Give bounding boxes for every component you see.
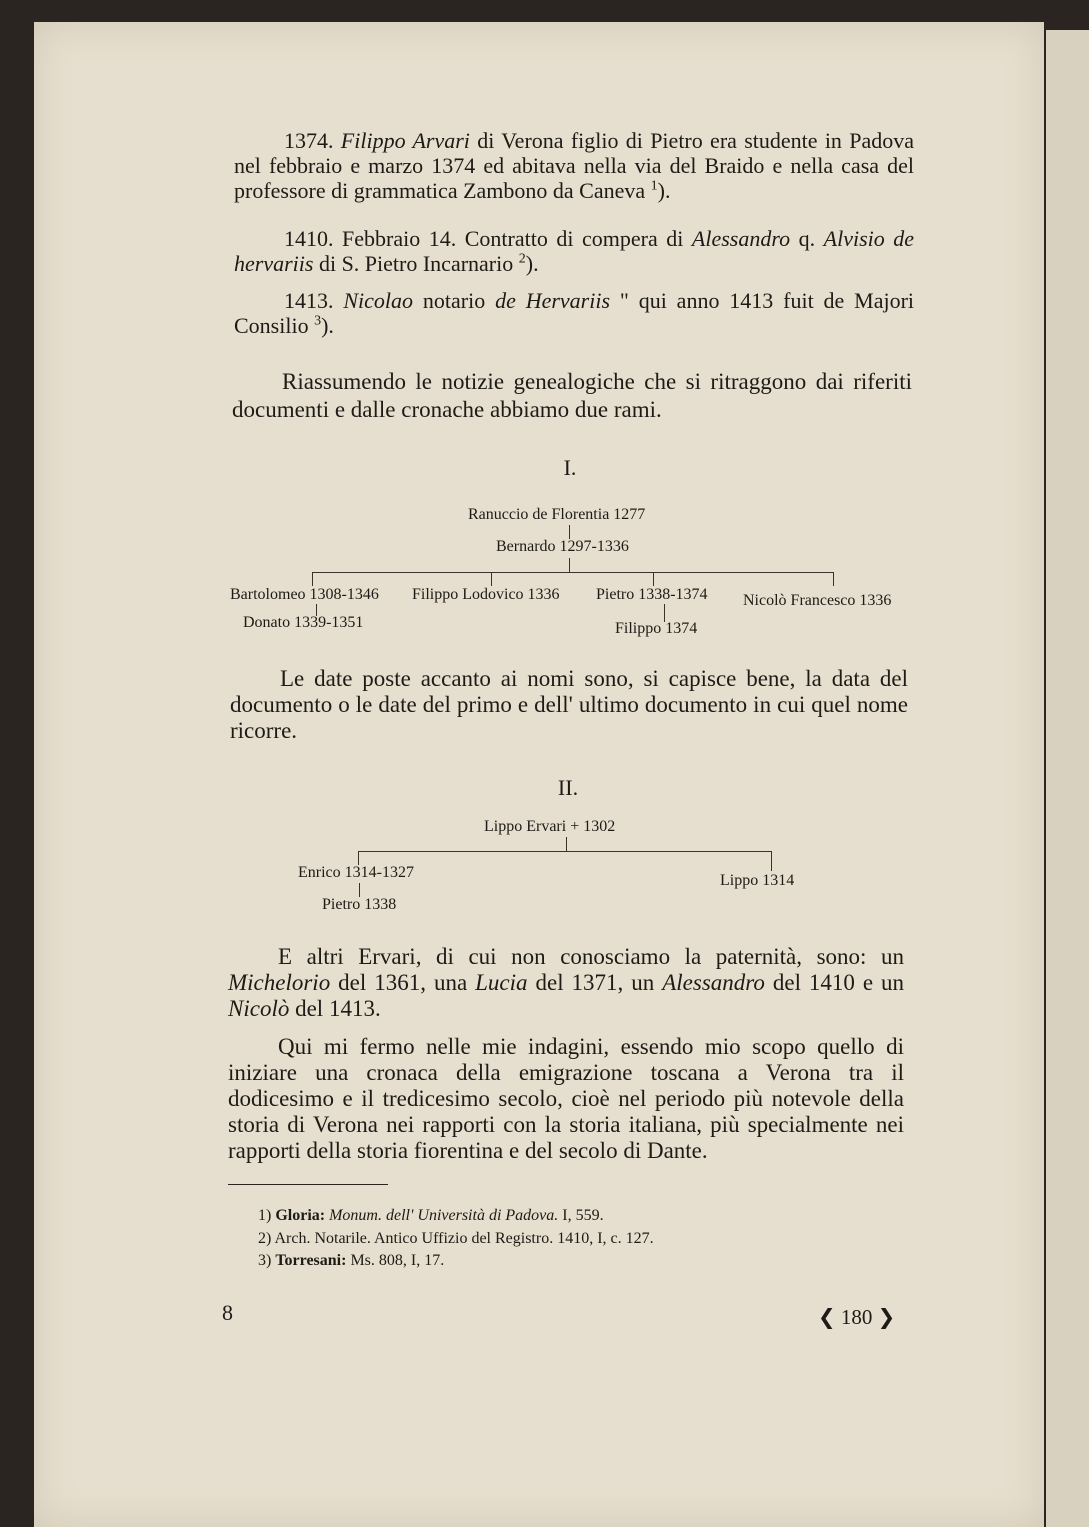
paragraph-summary: Riassumendo le notizie genealogiche che si ritraggono dai riferiti documenti e dalle cronache abbiamo due rami. (232, 369, 912, 422)
tree2-grandchild-pietro: Pietro 1338 (322, 896, 397, 913)
footnote-1: 1) Gloria: Monum. dell' Università di Padova. I, 559. (258, 1207, 604, 1224)
tree1-grandchild-donato: Donato 1339-1351 (243, 614, 364, 631)
paragraph-dates-note: Le date poste accanto ai nomi sono, si capisce bene, la data del documento o le date del primo e dell' ultimo documento in cui quel nome ricorre. (230, 666, 908, 743)
tree1-grandchild-filippo: Filippo 1374 (615, 620, 698, 637)
tree1-connector (833, 572, 834, 586)
footnote-2: 2) Arch. Notarile. Antico Uffizio del Registro. 1410, I, c. 127. (258, 1230, 654, 1247)
page-number-left: 8 (222, 1300, 233, 1325)
tree2-child-enrico: Enrico 1314-1327 (298, 864, 414, 881)
name-michelorio: Michelorio (228, 970, 331, 995)
tree1-child-filippo-lodovico: Filippo Lodovico 1336 (412, 586, 560, 603)
name-nicolo: Nicolò (228, 996, 290, 1021)
name-alvisio: Alvisio de hervariis (234, 226, 915, 276)
paragraph-1410: 1410. Febbraio 14. Contratto di compera di Alessandro q. Alvisio de hervariis di S. Pietro Incarnario $^2$). (234, 226, 915, 276)
tree2-connector (359, 883, 360, 897)
name-nicolao: Nicolao (343, 288, 414, 313)
paragraph-closing: Qui mi fermo nelle mie indagini, essendo mio scopo quello di iniziare una cronaca della emigrazione toscana a Verona tra il dodicesimo e il tredicesimo secolo, cioè nel periodo più notevole della storia di Verona nei rapporti con la storia italiana, più specialmente nei rapporti della storia fiorentina e del secolo di Dante. (228, 1034, 904, 1163)
paragraph-1374: 1374. Filippo Arvari di Verona figlio di Pietro era studente in Padova nel febbraio e marzo 1374 ed abitava nella via del Braido e nella casa del professore di grammatica Zambono da Caneva $^1$). (234, 128, 914, 203)
tree1-child-bartolomeo: Bartolomeo 1308-1346 (230, 586, 379, 603)
footnote-rule (228, 1184, 388, 1185)
year-1374: 1374. (284, 128, 334, 153)
text-1410-lead: 1410. Febbraio 14. Contratto di compera di (284, 226, 684, 251)
footnote-3: 3) Torresani: Ms. 808, I, 17. (258, 1252, 445, 1269)
tree1-child-nicolo-francesco: Nicolò Francesco 1336 (743, 592, 892, 609)
text-1374: di Verona figlio di Pietro era studente in Padova nel febbraio e marzo 1374 ed abitava nella via del Braido e nella casa del professore di grammatica Zambono da Caneva (234, 128, 914, 203)
tree1-child: Bernardo 1297-1336 (496, 538, 629, 555)
tree2-heading: II. (557, 775, 579, 800)
page-number-right: ❮ 180 ❯ (818, 1305, 896, 1329)
name-lucia: Lucia (475, 970, 528, 995)
tree2-bar (358, 851, 772, 852)
tree1-child-pietro: Pietro 1338-1374 (596, 586, 708, 603)
tree1-connector (569, 558, 570, 572)
tree1-heading: I. (563, 455, 577, 480)
footnote-author: Torresani: (275, 1252, 347, 1269)
footnote-author: Gloria: (275, 1207, 326, 1224)
tree2-root: Lippo Ervari + 1302 (484, 818, 616, 835)
tree1-bar (312, 572, 834, 573)
tree1-connector (491, 572, 492, 586)
tree1-connector (569, 525, 570, 539)
name-filippo-arvari: Filippo Arvari (340, 128, 470, 153)
footnote-ref-1: 1 (650, 178, 658, 194)
paragraph-1413: 1413. Nicolao notario de Hervariis " qui anno 1413 fuit de Majori Consilio $^3$). (234, 288, 915, 338)
next-page-edge (1046, 30, 1089, 1527)
tree2-connector (771, 851, 772, 871)
tree2-connector (358, 851, 359, 865)
name-alessandro-2: Alessandro (662, 970, 765, 995)
name-de-hervariis: de Hervariis (495, 288, 611, 313)
footnote-ref-2: 2 (518, 251, 526, 267)
tree1-connector (653, 572, 654, 586)
tree1-connector (312, 572, 313, 586)
tree2-connector (566, 837, 567, 851)
footnote-ref-3: 3 (314, 313, 322, 329)
name-alessandro: Alessandro (691, 226, 791, 251)
tree2-child-lippo: Lippo 1314 (720, 872, 795, 889)
tree1-root: Ranuccio de Florentia 1277 (468, 506, 646, 523)
paragraph-other-ervari: E altri Ervari, di cui non conosciamo la paternità, sono: un Michelorio del 1361, una Lucia del 1371, un Alessandro del 1410 e un Nicolò del 1413. (228, 944, 905, 1021)
